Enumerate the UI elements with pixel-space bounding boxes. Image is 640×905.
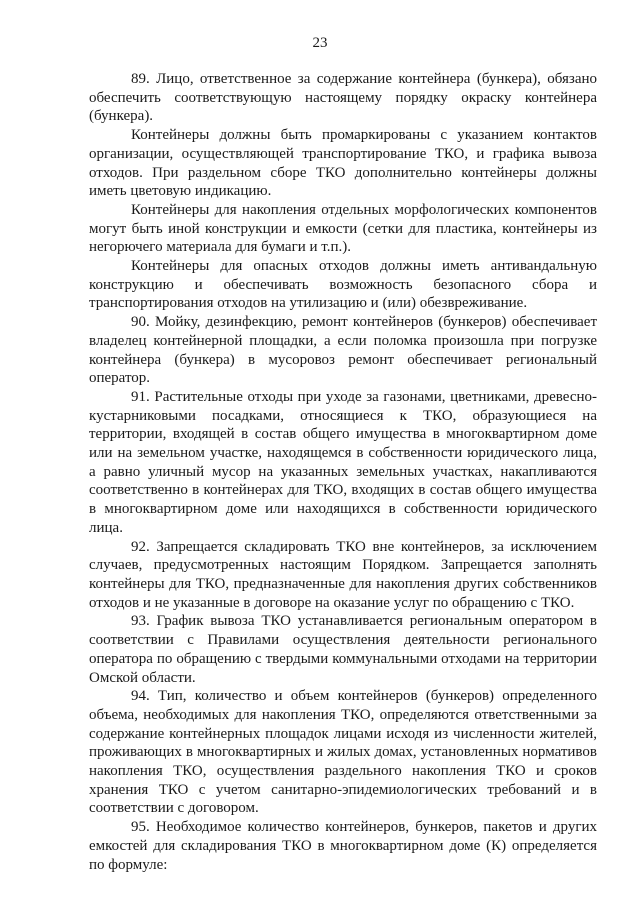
paragraph-94: 94. Тип, количество и объем контейнеров (бункеров) определенного объема, необходимых для накопления ТКО, определяются ответственными за содержание контейнерных площадок лицами исходя из численности жителей, проживающих в многоквартирных и жилых домах, установленных нормативов накопления ТКО, осуществления раздельного накопления ТКО и сроков хранения ТКО с учетом санитарно-эпидемиологических требований и в соответствии с договором. xyxy=(89,688,597,817)
paragraph-hazardous-containers: Контейнеры для опасных отходов должны иметь антивандальную конструкцию и обеспечивать возможность безопасного сбора и транспортирования отходов на утилизацию и (или) обезвреживание. xyxy=(89,258,597,312)
paragraph-93: 93. График вывоза ТКО устанавливается региональным оператором в соответствии с Правилами осуществления деятельности регионального оператора по обращению с твердыми коммунальными отходами на территории Омской области. xyxy=(89,613,597,686)
paragraph-95: 95. Необходимое количество контейнеров, бункеров, пакетов и других емкостей для складирования ТКО в многоквартирном доме (К) определяется по формуле: xyxy=(89,819,597,873)
paragraph-91: 91. Растительные отходы при уходе за газонами, цветниками, древесно-кустарниковыми посадками, относящиеся к ТКО, образующиеся на территории, входящей в состав общего имущества в многоквартирном доме или на земельном участке, находящемся в собственности юридического лица, а равно уличный мусор на указанных земельных участках, накапливаются соответственно в контейнерах для ТКО, входящих в состав общего имущества в многоквартирном доме или находящихся в собственности юридического лица. xyxy=(89,388,597,536)
document-body xyxy=(89,70,597,874)
paragraph-92: 92. Запрещается складировать ТКО вне контейнеров, за исключением случаев, предусмотренных настоящим Порядком. Запрещается заполнять контейнеры для ТКО, предназначенные для накопления других собственников отходов и не указанные в договоре на оказание услуг по обращению с ТКО. xyxy=(89,538,597,611)
page-number: 23 xyxy=(312,35,328,51)
paragraph-container-marking: Контейнеры должны быть промаркированы с указанием контактов организации, осуществляющей транспортирование ТКО, и графика вывоза отходов. При раздельном сборе ТКО дополнительно контейнеры должны иметь цветовую индикацию. xyxy=(89,127,597,200)
paragraph-90: 90. Мойку, дезинфекцию, ремонт контейнеров (бункеров) обеспечивает владелец контейнерной площадки, а если поломка произошла при погрузке контейнера (бункера) в мусоровоз ремонт обеспечивает региональный оператор. xyxy=(89,314,597,387)
paragraph-89: 89. Лицо, ответственное за содержание контейнера (бункера), обязано обеспечить соответствующую настоящему порядку окраску контейнера (бункера). xyxy=(89,71,597,125)
paragraph-container-types: Контейнеры для накопления отдельных морфологических компонентов могут быть иной конструкции и емкости (сетки для пластика, контейнеры из негорючего материала для бумаги и т.п.). xyxy=(89,201,597,256)
